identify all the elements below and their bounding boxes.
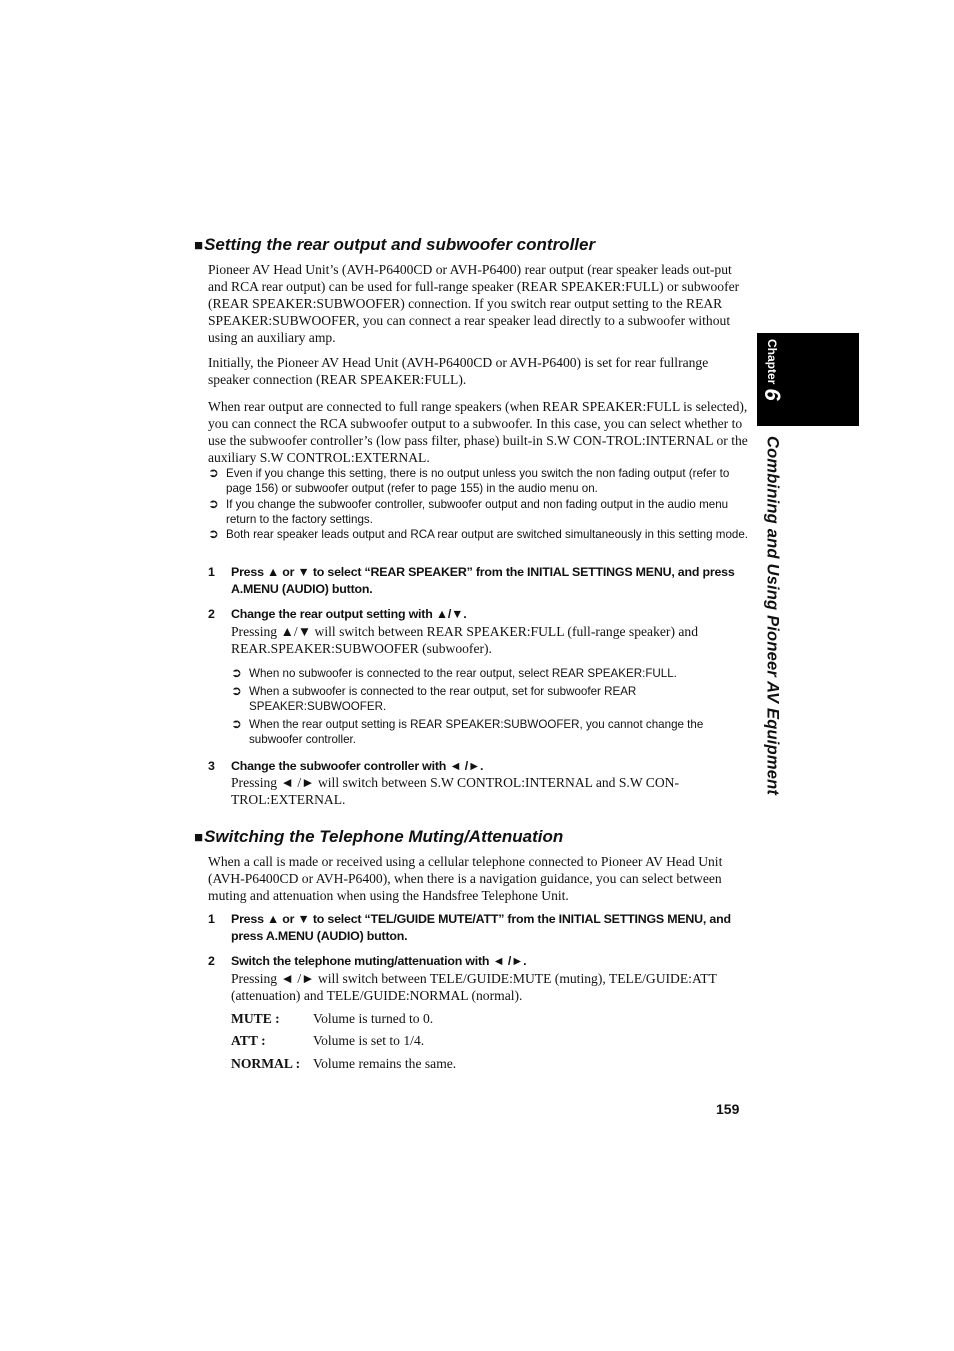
- note: ➲ When no subwoofer is connected to the rear output, select REAR SPEAKER:FULL.: [231, 665, 677, 680]
- note: ➲ Even if you change this setting, there is no output unless you switch the non fading output (refer to page 156) or subwoofer output (refer to page 155) in the audio menu on.: [208, 465, 730, 495]
- paragraph: When a call is made or received using a cellular telephone connected to Pioneer AV Head Unit (AVH-P6400CD or AVH-P6400), when there is a navigation guidance, you can select between muting and attenuation when using the Handsfree Telephone Unit.: [208, 854, 723, 903]
- definition-term: NORMAL :: [231, 1056, 301, 1071]
- paragraph: When rear output are connected to full range speakers (when REAR SPEAKER:FULL is selected), you can connect the RCA subwoofer output to a subwoofer. In this case, you can select whether to use the subwoofer controller’s (low pass filter, phase) built-in S.W CON-TROL:INTERNAL or the auxiliary S.W CONTROL:EXTERNAL.: [208, 399, 748, 465]
- square-bullet-icon: ■: [194, 829, 204, 846]
- note-arrow-icon: ➲: [231, 683, 242, 698]
- step-body: Pressing ◄ /► will switch between TELE/GUIDE:MUTE (muting), TELE/GUIDE:ATT (attenuation) and TELE/GUIDE:NORMAL (normal).: [231, 971, 717, 1003]
- step-title: 2 Switch the telephone muting/attenuation with ◄ /►.: [208, 954, 527, 968]
- note-arrow-icon: ➲: [231, 716, 242, 731]
- step-number: 2: [208, 954, 215, 968]
- note-arrow-icon: ➲: [208, 496, 219, 511]
- note: ➲ Both rear speaker leads output and RCA rear output are switched simultaneously in this setting mode.: [208, 526, 749, 541]
- note-arrow-icon: ➲: [208, 526, 219, 541]
- section-heading-telephone-muting: ■Switching the Telephone Muting/Attenuation: [194, 827, 564, 846]
- step-title: 2 Change the rear output setting with ▲/▼.: [208, 607, 467, 621]
- step-number: 2: [208, 607, 215, 621]
- note: ➲ If you change the subwoofer controller, subwoofer output and non fading output in the audio menu return to the factory settings.: [208, 496, 729, 526]
- step-number: 3: [208, 759, 215, 773]
- step-title: 3 Change the subwoofer controller with ◄ /►.: [208, 759, 484, 773]
- definition-desc: Volume remains the same.: [313, 1056, 457, 1071]
- note: ➲ When a subwoofer is connected to the rear output, set for subwoofer REAR SPEAKER:SUBWOOFER.: [231, 683, 637, 713]
- paragraph: Pioneer AV Head Unit’s (AVH-P6400CD or AVH-P6400) rear output (rear speaker leads out-put and RCA rear output) can be used for full-range speaker (REAR SPEAKER:FULL) or subwoofer (REAR SPEAKER:SUBWOOFER) connection. If you switch rear output setting to the REAR SPEAKER:SUBWOOFER, you can connect a rear speaker lead directly to a subwoofer without using an auxiliary amp.: [208, 262, 740, 345]
- step-title: 1 Press ▲ or ▼ to select “REAR SPEAKER” from the INITIAL SETTINGS MENU, and press A.MENU (AUDIO) button.: [208, 565, 735, 596]
- chapter-number: 6: [760, 388, 785, 401]
- definition-term: ATT :: [231, 1033, 266, 1048]
- step-title: 1 Press ▲ or ▼ to select “TEL/GUIDE MUTE/ATT” from the INITIAL SETTINGS MENU, and press A.MENU (AUDIO) button.: [208, 912, 731, 943]
- chapter-label: [757, 333, 787, 426]
- step-body: Pressing ◄ /► will switch between S.W CONTROL:INTERNAL and S.W CON-TROL:EXTERNAL.: [231, 775, 680, 807]
- chapter-word: Chapter: [765, 339, 779, 385]
- step-body: Pressing ▲/▼ will switch between REAR SPEAKER:FULL (full-range speaker) and REAR.SPEAKER:SUBWOOFER (subwoofer).: [231, 624, 698, 656]
- definition-term: MUTE :: [231, 1011, 280, 1026]
- side-title: Combining and Using Pioneer AV Equipment: [763, 436, 782, 796]
- square-bullet-icon: ■: [194, 237, 204, 254]
- note: ➲ When the rear output setting is REAR SPEAKER:SUBWOOFER, you cannot change the subwoofer controller.: [231, 716, 704, 746]
- step-number: 1: [208, 912, 215, 926]
- paragraph: Initially, the Pioneer AV Head Unit (AVH-P6400CD or AVH-P6400) is set for rear fullrange speaker connection (REAR SPEAKER:FULL).: [208, 355, 709, 387]
- step-number: 1: [208, 565, 215, 579]
- section-heading-rear-output: ■Setting the rear output and subwoofer controller: [194, 235, 596, 254]
- page-number: 159: [716, 1101, 740, 1117]
- definition-desc: Volume is turned to 0.: [313, 1011, 434, 1026]
- note-arrow-icon: ➲: [208, 465, 219, 480]
- definition-desc: Volume is set to 1/4.: [313, 1033, 425, 1048]
- note-arrow-icon: ➲: [231, 665, 242, 680]
